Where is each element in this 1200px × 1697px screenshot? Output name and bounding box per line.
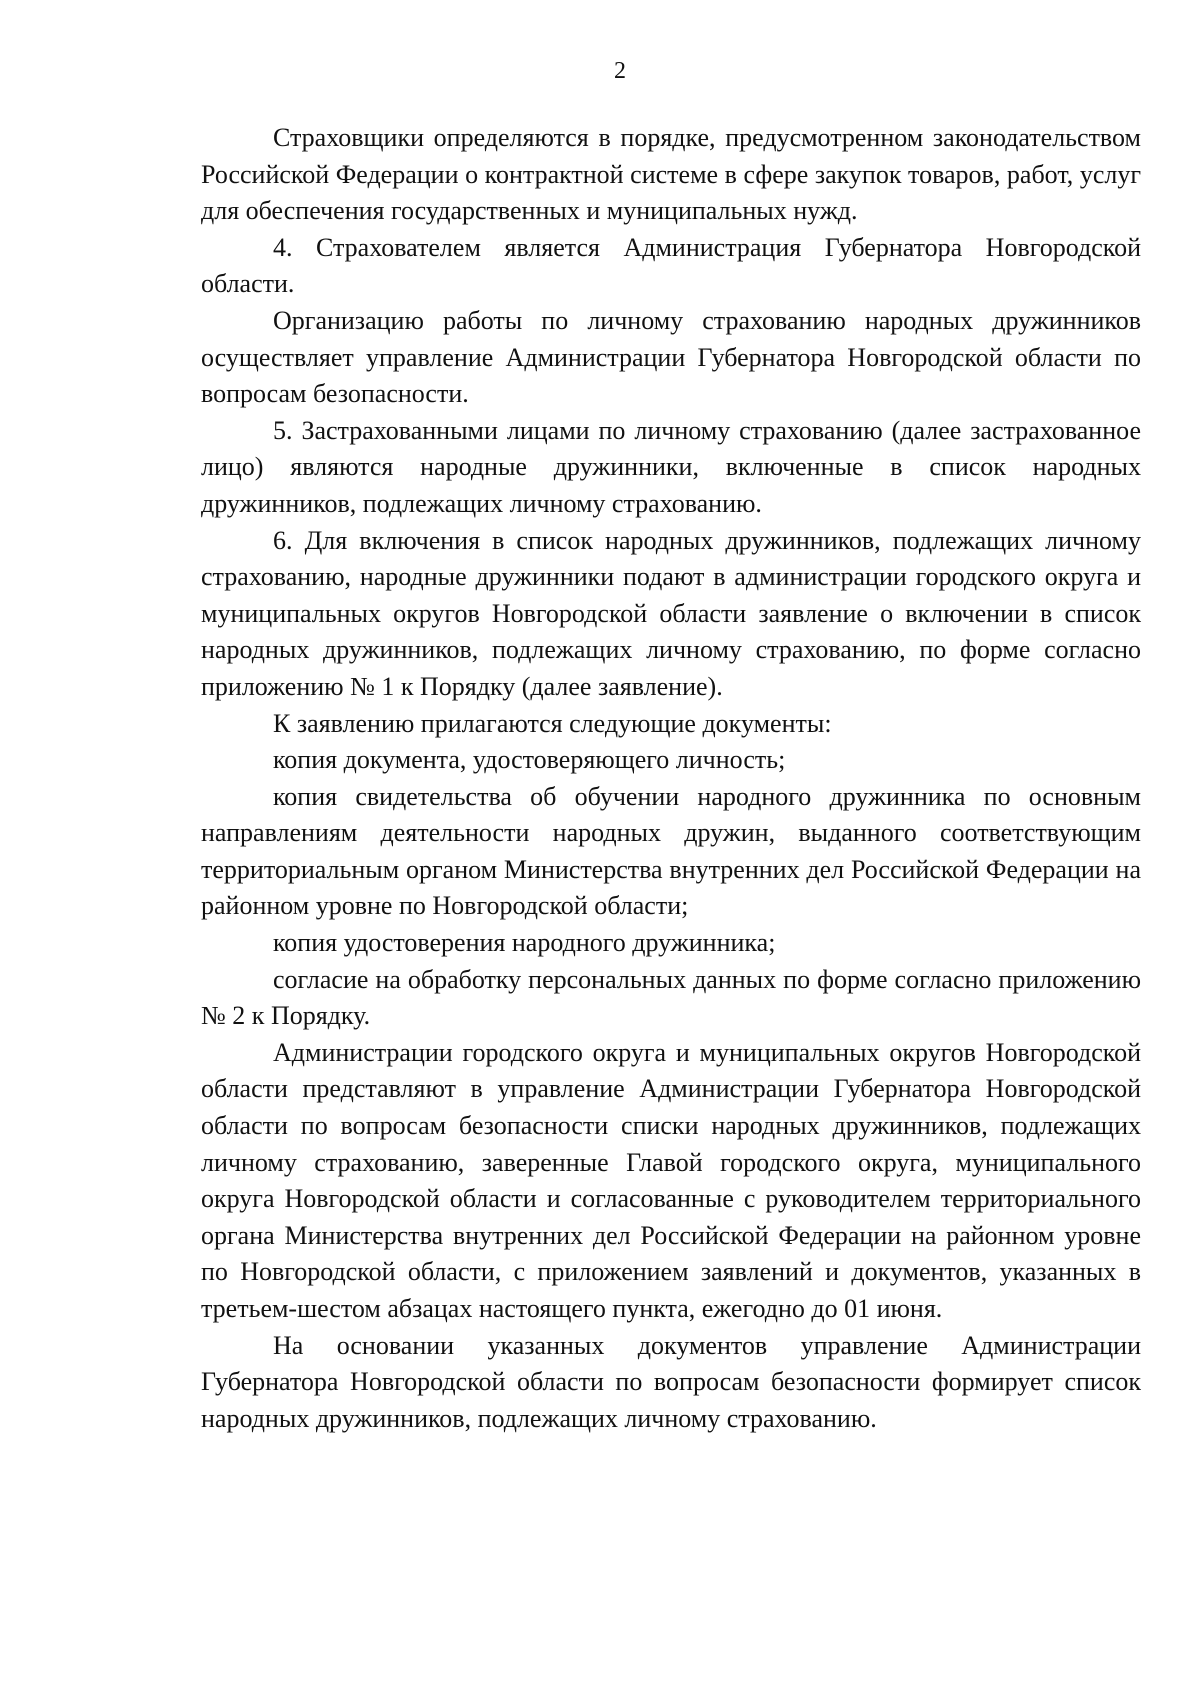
paragraph-attachment-volunteer-id: копия удостоверения народного дружинника;	[273, 928, 776, 958]
paragraph-attachment-training-certificate: копия свидетельства об обучении народного дружинника по основным направлениям деятельности народных дружин, выданного соответствующим территориальным органом Министерства внутренних дел Российской Федерации на районном уровне по Новгородской области;	[201, 781, 1141, 921]
paragraph-attachment-id-copy: копия документа, удостоверяющего личность;	[273, 745, 786, 775]
document-body	[201, 120, 1141, 1437]
paragraph-item-6: 6. Для включения в список народных дружинников, подлежащих личному страхованию, народные дружинники подают в администрации городского округа и муниципальных округов Новгородской области заявление о включении в список народных дружинников, подлежащих личному страхованию, по форме согласно приложению № 1 к Порядку (далее заявление).	[201, 525, 1141, 701]
paragraph-organization: Организацию работы по личному страхованию народных дружинников осуществляет управление Администрации Губернатора Новгородской области по вопросам безопасности.	[201, 305, 1141, 409]
paragraph-attachments-intro: К заявлению прилагаются следующие документы:	[273, 708, 832, 738]
paragraph-list-formation: На основании указанных документов управление Администрации Губернатора Новгородской области по вопросам безопасности формирует список народных дружинников, подлежащих личному страхованию.	[201, 1330, 1141, 1433]
paragraph-item-5: 5. Застрахованными лицами по личному страхованию (далее застрахованное лицо) являются народные дружинники, включенные в список народных дружинников, подлежащих личному страхованию.	[201, 415, 1141, 518]
paragraph-administrations-submit: Администрации городского округа и муниципальных округов Новгородской области представляют в управление Администрации Губернатора Новгородской области по вопросам безопасности списки народных дружинников, подлежащих личному страхованию, заверенные Главой городского округа, муниципального округа Новгородской области и согласованные с руководителем территориального органа Министерства внутренних дел Российской Федерации на районном уровне по Новгородской области, с приложением заявлений и документов, указанных в третьем-шестом абзацах настоящего пункта, ежегодно до 01 июня.	[201, 1037, 1141, 1323]
paragraph-attachment-consent: согласие на обработку персональных данных по форме согласно приложению № 2 к Порядку.	[201, 964, 1141, 1031]
paragraph-item-4: 4. Страхователем является Администрация Губернатора Новгородской области.	[201, 232, 1141, 299]
paragraph-insurers: Страховщики определяются в порядке, предусмотренном законодательством Российской Федерации о контрактной системе в сфере закупок товаров, работ, услуг для обеспечения государственных и муниципальных нужд.	[201, 123, 1141, 226]
page-number: 2	[614, 58, 626, 84]
